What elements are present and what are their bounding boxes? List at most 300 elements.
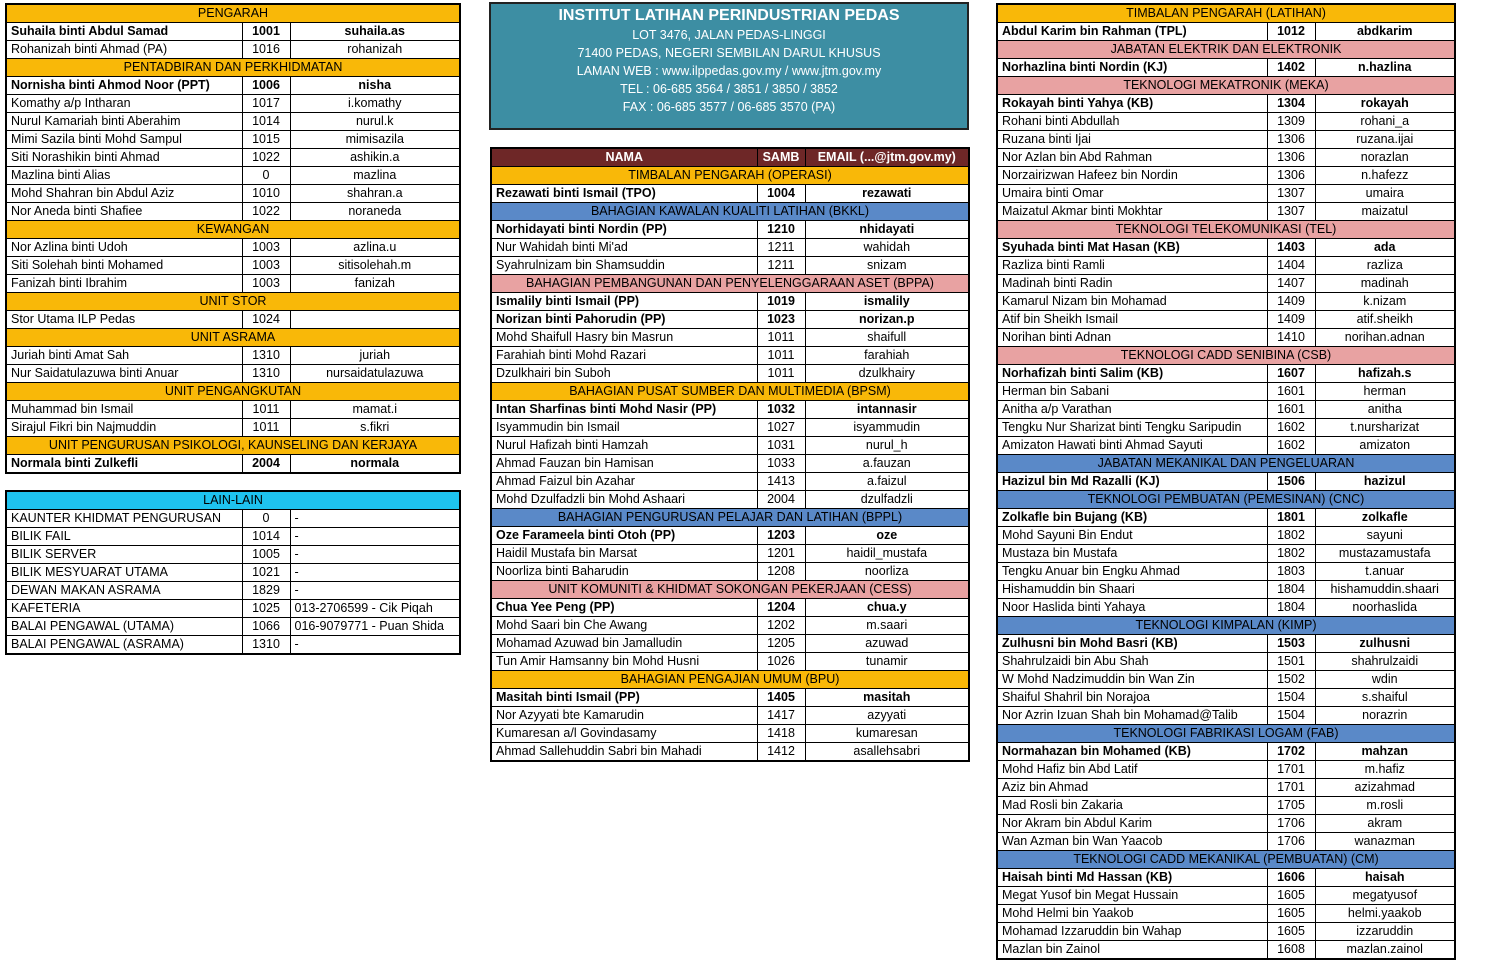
staff-name: Syahrulnizam bin Shamsuddin [491, 257, 757, 275]
section-title: PENTADBIRAN DAN PERKHIDMATAN [6, 59, 460, 77]
staff-name: Norizan binti Pahorudin (PP) [491, 311, 757, 329]
section-title: BAHAGIAN KAWALAN KUALITI LATIHAN (BKKL) [491, 203, 969, 221]
address-line-2: 71400 PEDAS, NEGERI SEMBILAN DARUL KHUSUS [577, 46, 881, 60]
extension-number: 1601 [1267, 401, 1315, 419]
email-id: farahiah [805, 347, 969, 365]
table-row [6, 203, 460, 221]
extension-number: 1403 [1267, 239, 1315, 257]
staff-name: Norhazlina binti Nordin (KJ) [997, 59, 1267, 77]
table-row [997, 509, 1455, 527]
table-row [6, 185, 460, 203]
email-id: shahrulzaidi [1315, 653, 1455, 671]
extension-number: 1701 [1267, 779, 1315, 797]
extension-number: 1014 [242, 528, 290, 546]
table-row [6, 41, 460, 59]
table-row [6, 149, 460, 167]
extension-number: 1607 [1267, 365, 1315, 383]
email-id: hishamuddin.shaari [1315, 581, 1455, 599]
table-row [491, 221, 969, 239]
table-row [997, 239, 1455, 257]
email-id: mamat.i [290, 401, 460, 419]
extension-number: 1011 [242, 401, 290, 419]
extension-number: 1031 [757, 437, 805, 455]
section-header-row [491, 383, 969, 401]
email-id: s.fikri [290, 419, 460, 437]
extension-number: 1409 [1267, 293, 1315, 311]
table-row [997, 779, 1455, 797]
extension-number: 1705 [1267, 797, 1315, 815]
extension-number: 1605 [1267, 887, 1315, 905]
extension-number: 1602 [1267, 419, 1315, 437]
email-id: norazlan [1315, 149, 1455, 167]
staff-name: Rokayah binti Yahya (KB) [997, 95, 1267, 113]
extension-number: 1402 [1267, 59, 1315, 77]
staff-name: Nor Azrin Izuan Shah bin Mohamad@Talib [997, 707, 1267, 725]
extension-number: 1032 [757, 401, 805, 419]
section-header-row [6, 293, 460, 311]
extension-number: 1307 [1267, 185, 1315, 203]
extension-number: 1205 [757, 635, 805, 653]
table-row [997, 941, 1455, 960]
table-row [491, 707, 969, 725]
staff-name: Mohd Hafiz bin Abd Latif [997, 761, 1267, 779]
email-id: - [290, 510, 460, 528]
extension-number: 1506 [1267, 473, 1315, 491]
extension-number: 1605 [1267, 923, 1315, 941]
email-id: i.komathy [290, 95, 460, 113]
email-id: maizatul [1315, 203, 1455, 221]
table-row [997, 563, 1455, 581]
staff-name: BALAI PENGAWAL (ASRAMA) [6, 636, 242, 655]
extension-number: 1804 [1267, 599, 1315, 617]
extension-number: 1203 [757, 527, 805, 545]
section-title: TEKNOLOGI PEMBUATAN (PEMESINAN) (CNC) [997, 491, 1455, 509]
table-row [491, 653, 969, 671]
email-id: isyammudin [805, 419, 969, 437]
staff-name: Mohd Dzulfadzli bin Mohd Ashaari [491, 491, 757, 509]
email-id: fanizah [290, 275, 460, 293]
section-header-row [491, 203, 969, 221]
table-row [997, 473, 1455, 491]
section-header-row [997, 77, 1455, 95]
staff-name: Masitah binti Ismail (PP) [491, 689, 757, 707]
section-header-row [491, 275, 969, 293]
extension-number: 1802 [1267, 527, 1315, 545]
email-id: razliza [1315, 257, 1455, 275]
extension-number: 1033 [757, 455, 805, 473]
email-id: chua.y [805, 599, 969, 617]
staff-name: Rohani binti Abdullah [997, 113, 1267, 131]
table-row [491, 311, 969, 329]
email-id: azlina.u [290, 239, 460, 257]
table-row [491, 563, 969, 581]
extension-number: 1502 [1267, 671, 1315, 689]
section-title: BAHAGIAN PEMBANGUNAN DAN PENYELENGGARAAN ASET (BPPA) [491, 275, 969, 293]
email-id: - [290, 582, 460, 600]
section-header-row [997, 725, 1455, 743]
extension-number: 1605 [1267, 905, 1315, 923]
section-header-row [997, 455, 1455, 473]
extension-number: 1011 [757, 329, 805, 347]
email-id: megatyusof [1315, 887, 1455, 905]
table-row [997, 149, 1455, 167]
extension-number: 1504 [1267, 707, 1315, 725]
staff-name: Zolkafle bin Bujang (KB) [997, 509, 1267, 527]
email-id: mazlan.zainol [1315, 941, 1455, 960]
email-id: mimisazila [290, 131, 460, 149]
staff-name: KAUNTER KHIDMAT PENGURUSAN [6, 510, 242, 528]
table-row [997, 203, 1455, 221]
staff-name: Mohamad Izzaruddin bin Wahap [997, 923, 1267, 941]
table-row [997, 401, 1455, 419]
table-row [997, 905, 1455, 923]
staff-name: Kumaresan a/l Govindasamy [491, 725, 757, 743]
staff-name: Aziz bin Ahmad [997, 779, 1267, 797]
staff-name: Mohamad Azuwad bin Jamalludin [491, 635, 757, 653]
email-id: tunamir [805, 653, 969, 671]
staff-name: Noor Haslida binti Yahaya [997, 599, 1267, 617]
extension-number: 1407 [1267, 275, 1315, 293]
staff-name: Maizatul Akmar binti Mokhtar [997, 203, 1267, 221]
email-id: rezawati [805, 185, 969, 203]
table-row [491, 437, 969, 455]
email-id: ashikin.a [290, 149, 460, 167]
table-row [6, 311, 460, 329]
table-row [6, 564, 460, 582]
table-row [6, 510, 460, 528]
extension-number: 1024 [242, 311, 290, 329]
table-row [6, 636, 460, 655]
staff-name: Rezawati binti Ismail (TPO) [491, 185, 757, 203]
table-row [6, 77, 460, 95]
staff-name: Norzairizwan Hafeez bin Nordin [997, 167, 1267, 185]
email-id: ismalily [805, 293, 969, 311]
section-header-row [997, 491, 1455, 509]
staff-name: Atif bin Sheikh Ismail [997, 311, 1267, 329]
staff-name: Mazlan bin Zainol [997, 941, 1267, 960]
email-id: n.hazlina [1315, 59, 1455, 77]
extension-number: 1202 [757, 617, 805, 635]
table-row [997, 653, 1455, 671]
email-id: suhaila.as [290, 23, 460, 41]
extension-number: 1022 [242, 149, 290, 167]
table-row [6, 419, 460, 437]
email-id: n.hafezz [1315, 167, 1455, 185]
table-row [491, 239, 969, 257]
staff-name: Oze Farameela binti Otoh (PP) [491, 527, 757, 545]
staff-name: Madinah binti Radin [997, 275, 1267, 293]
section-title: UNIT KOMUNITI & KHIDMAT SOKONGAN PEKERJAAN (CESS) [491, 581, 969, 599]
section-header-row [491, 167, 969, 185]
table-row [6, 275, 460, 293]
email-id: 013-2706599 - Cik Piqah [290, 600, 460, 618]
table-row [491, 689, 969, 707]
section-title: BAHAGIAN PENGAJIAN UMUM (BPU) [491, 671, 969, 689]
staff-name: BALAI PENGAWAL (UTAMA) [6, 618, 242, 636]
table-row [6, 582, 460, 600]
section-title: UNIT ASRAMA [6, 329, 460, 347]
table-row [491, 635, 969, 653]
table-row [997, 887, 1455, 905]
misc-directory-table [5, 490, 461, 655]
column-header-email: EMAIL (...@jtm.gov.my) [805, 148, 969, 167]
staff-name: Stor Utama ILP Pedas [6, 311, 242, 329]
email-id: ada [1315, 239, 1455, 257]
table-row [997, 743, 1455, 761]
email-id: helmi.yaakob [1315, 905, 1455, 923]
email-id: norihan.adnan [1315, 329, 1455, 347]
right-directory-table [996, 3, 1456, 960]
extension-number: 1410 [1267, 329, 1315, 347]
table-row [997, 869, 1455, 887]
email-id: akram [1315, 815, 1455, 833]
staff-name: Dzulkhairi bin Suboh [491, 365, 757, 383]
table-row [491, 347, 969, 365]
table-row [6, 618, 460, 636]
email-id: azyyati [805, 707, 969, 725]
section-title: KEWANGAN [6, 221, 460, 239]
staff-name: Hishamuddin bin Shaari [997, 581, 1267, 599]
extension-number: 1304 [1267, 95, 1315, 113]
email-id: a.fauzan [805, 455, 969, 473]
table-row [997, 95, 1455, 113]
extension-number: 0 [242, 510, 290, 528]
section-title: TEKNOLOGI KIMPALAN (KIMP) [997, 617, 1455, 635]
extension-number: 1307 [1267, 203, 1315, 221]
extension-number: 1409 [1267, 311, 1315, 329]
email-id: izzaruddin [1315, 923, 1455, 941]
email-id: rokayah [1315, 95, 1455, 113]
email-id: m.rosli [1315, 797, 1455, 815]
email-id: umaira [1315, 185, 1455, 203]
table-row [997, 131, 1455, 149]
email-id: - [290, 636, 460, 655]
extension-number: 1701 [1267, 761, 1315, 779]
email-id: norazrin [1315, 707, 1455, 725]
staff-name: Normala binti Zulkefli [6, 455, 242, 474]
email-id: noorhaslida [1315, 599, 1455, 617]
email-id: anitha [1315, 401, 1455, 419]
staff-name: Ahmad Fauzan bin Hamisan [491, 455, 757, 473]
section-header-row [6, 329, 460, 347]
extension-number: 1006 [242, 77, 290, 95]
staff-name: Mazlina binti Alias [6, 167, 242, 185]
email-id: wanazman [1315, 833, 1455, 851]
extension-number: 1003 [242, 275, 290, 293]
email-id: k.nizam [1315, 293, 1455, 311]
section-title: TEKNOLOGI TELEKOMUNIKASI (TEL) [997, 221, 1455, 239]
staff-name: Hazizul bin Md Razalli (KJ) [997, 473, 1267, 491]
middle-directory-table [490, 147, 970, 762]
extension-number: 1025 [242, 600, 290, 618]
staff-name: Abdul Karim bin Rahman (TPL) [997, 23, 1267, 41]
email-id: mazlina [290, 167, 460, 185]
table-row [6, 95, 460, 113]
table-row [997, 923, 1455, 941]
table-row [997, 23, 1455, 41]
email-id [290, 311, 460, 329]
staff-name: Noorliza binti Baharudin [491, 563, 757, 581]
extension-number: 1310 [242, 347, 290, 365]
staff-name: Mohd Shaifull Hasry bin Masrun [491, 329, 757, 347]
email-id: nurul.k [290, 113, 460, 131]
table-row [6, 455, 460, 474]
left-directory-table [5, 3, 461, 474]
section-title: BAHAGIAN PUSAT SUMBER DAN MULTIMEDIA (BPSM) [491, 383, 969, 401]
extension-number: 1003 [242, 239, 290, 257]
section-title: TEKNOLOGI CADD MEKANIKAL (PEMBUATAN) (CM) [997, 851, 1455, 869]
staff-name: Ahmad Faizul bin Azahar [491, 473, 757, 491]
section-header-row [491, 509, 969, 527]
email-id: wahidah [805, 239, 969, 257]
extension-number: 1023 [757, 311, 805, 329]
section-header-row [997, 851, 1455, 869]
extension-number: 1412 [757, 743, 805, 762]
email-id: hafizah.s [1315, 365, 1455, 383]
section-header-row [997, 617, 1455, 635]
email-id: shaifull [805, 329, 969, 347]
email-id: 016-9079771 - Puan Shida [290, 618, 460, 636]
email-id: a.faizul [805, 473, 969, 491]
staff-name: Norhafizah binti Salim (KB) [997, 365, 1267, 383]
email-id: sayuni [1315, 527, 1455, 545]
table-row [491, 527, 969, 545]
table-row [997, 545, 1455, 563]
section-title: TEKNOLOGI MEKATRONIK (MEKA) [997, 77, 1455, 95]
section-title: UNIT STOR [6, 293, 460, 311]
table-row [491, 473, 969, 491]
email-id: azizahmad [1315, 779, 1455, 797]
staff-name: Intan Sharfinas binti Mohd Nasir (PP) [491, 401, 757, 419]
table-row [491, 617, 969, 635]
section-header-row [491, 581, 969, 599]
section-title: PENGARAH [6, 4, 460, 23]
staff-name: Haidil Mustafa bin Marsat [491, 545, 757, 563]
section-header-row [997, 347, 1455, 365]
staff-name: Tengku Anuar bin Engku Ahmad [997, 563, 1267, 581]
email-id: kumaresan [805, 725, 969, 743]
email-id: mustazamustafa [1315, 545, 1455, 563]
column-header-row [491, 148, 969, 167]
email-id: noorliza [805, 563, 969, 581]
email-id: juriah [290, 347, 460, 365]
staff-name: Amizaton Hawati binti Ahmad Sayuti [997, 437, 1267, 455]
staff-name: Umaira binti Omar [997, 185, 1267, 203]
section-header-row [6, 437, 460, 455]
email-id: nisha [290, 77, 460, 95]
staff-name: Normahazan bin Mohamed (KB) [997, 743, 1267, 761]
staff-name: Nor Azlina binti Udoh [6, 239, 242, 257]
extension-number: 1606 [1267, 869, 1315, 887]
email-id: herman [1315, 383, 1455, 401]
section-title: BAHAGIAN PENGURUSAN PELAJAR DAN LATIHAN (BPPL) [491, 509, 969, 527]
extension-number: 1005 [242, 546, 290, 564]
staff-name: Siti Solehah binti Mohamed [6, 257, 242, 275]
table-row [997, 383, 1455, 401]
extension-number: 1418 [757, 725, 805, 743]
extension-number: 1829 [242, 582, 290, 600]
staff-name: Zulhusni bin Mohd Basri (KB) [997, 635, 1267, 653]
extension-number: 1802 [1267, 545, 1315, 563]
table-row [6, 401, 460, 419]
table-row [491, 401, 969, 419]
table-row [6, 239, 460, 257]
table-row [6, 113, 460, 131]
extension-number: 1016 [242, 41, 290, 59]
staff-name: DEWAN MAKAN ASRAMA [6, 582, 242, 600]
extension-number: 1003 [242, 257, 290, 275]
extension-number: 1011 [242, 419, 290, 437]
extension-number: 1001 [242, 23, 290, 41]
extension-number: 1201 [757, 545, 805, 563]
staff-name: Mimi Sazila binti Mohd Sampul [6, 131, 242, 149]
section-title: JABATAN ELEKTRIK DAN ELEKTRONIK [997, 41, 1455, 59]
table-row [997, 365, 1455, 383]
section-title: TEKNOLOGI CADD SENIBINA (CSB) [997, 347, 1455, 365]
extension-number: 1306 [1267, 167, 1315, 185]
extension-number: 1208 [757, 563, 805, 581]
email-id: - [290, 546, 460, 564]
table-row [6, 347, 460, 365]
staff-name: KAFETERIA [6, 600, 242, 618]
staff-name: Shahrulzaidi bin Abu Shah [997, 653, 1267, 671]
email-id: oze [805, 527, 969, 545]
extension-number: 1211 [757, 257, 805, 275]
section-title: TIMBALAN PENGARAH (OPERASI) [491, 167, 969, 185]
table-row [491, 257, 969, 275]
extension-number: 1601 [1267, 383, 1315, 401]
table-row [997, 167, 1455, 185]
table-row [997, 257, 1455, 275]
table-row [6, 365, 460, 383]
email-id: dzulkhairy [805, 365, 969, 383]
extension-number: 1211 [757, 239, 805, 257]
institute-header [489, 2, 969, 130]
staff-name: BILIK FAIL [6, 528, 242, 546]
extension-number: 1702 [1267, 743, 1315, 761]
staff-name: Nornisha binti Ahmod Noor (PPT) [6, 77, 242, 95]
email-id: rohani_a [1315, 113, 1455, 131]
extension-number: 1011 [757, 347, 805, 365]
table-row [6, 167, 460, 185]
table-row [6, 257, 460, 275]
staff-name: Suhaila binti Abdul Samad [6, 23, 242, 41]
extension-number: 1011 [757, 365, 805, 383]
extension-number: 1015 [242, 131, 290, 149]
table-row [491, 419, 969, 437]
table-row [491, 455, 969, 473]
staff-name: W Mohd Nadzimuddin bin Wan Zin [997, 671, 1267, 689]
email-id: mahzan [1315, 743, 1455, 761]
extension-number: 1608 [1267, 941, 1315, 960]
table-row [997, 293, 1455, 311]
section-header-row [997, 221, 1455, 239]
staff-name: Herman bin Sabani [997, 383, 1267, 401]
staff-name: Fanizah binti Ibrahim [6, 275, 242, 293]
fax-line: FAX : 06-685 3577 / 06-685 3570 (PA) [622, 100, 836, 114]
table-row [997, 59, 1455, 77]
institute-title: INSTITUT LATIHAN PERINDUSTRIAN PEDAS [558, 7, 900, 24]
extension-number: 1014 [242, 113, 290, 131]
section-header-row [997, 41, 1455, 59]
email-id: s.shaiful [1315, 689, 1455, 707]
extension-number: 1306 [1267, 149, 1315, 167]
staff-name: Isyammudin bin Ismail [491, 419, 757, 437]
email-id: azuwad [805, 635, 969, 653]
staff-name: Nor Azyyati bte Kamarudin [491, 707, 757, 725]
extension-number: 1706 [1267, 815, 1315, 833]
section-title: JABATAN MEKANIKAL DAN PENGELUARAN [997, 455, 1455, 473]
